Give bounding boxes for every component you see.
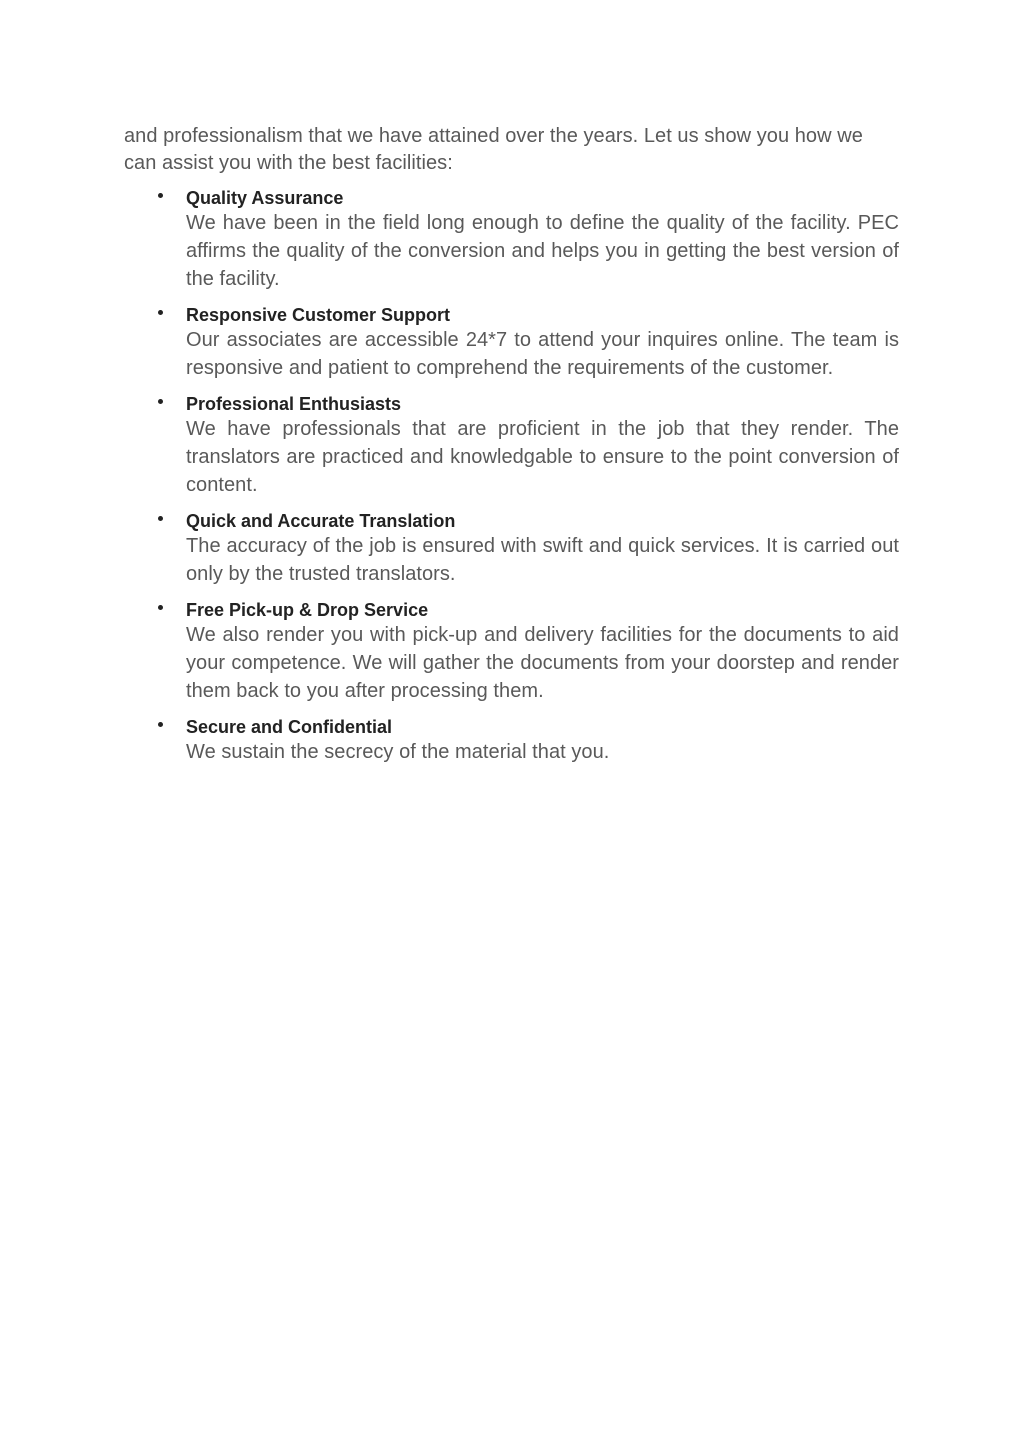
feature-item-secure-confidential [124,716,899,766]
feature-description: The accuracy of the job is ensured with swift and quick services. It is carried out only by the trusted translators. [186,535,899,585]
feature-description: We have been in the field long enough to define the quality of the facility. PEC affirms the quality of the conversion and helps you in getting the best version of the facility. [186,212,899,290]
feature-description: We also render you with pick-up and delivery facilities for the documents to aid your competence. We will gather the documents from your doorstep and render them back to you after processing them. [186,624,899,702]
bullet-icon [158,605,163,610]
bullet-icon [158,399,163,404]
feature-title: Professional Enthusiasts [186,394,402,414]
bullet-icon [158,722,163,727]
feature-description: We have professionals that are proficient in the job that they render. The translators are practiced and knowledgable to ensure to the point conversion of content. [186,418,899,496]
feature-title: Quick and Accurate Translation [186,511,456,531]
feature-item-quick-translation [124,510,899,588]
bullet-icon [158,310,163,315]
feature-item-pickup-drop [124,599,899,705]
feature-description: We sustain the secrecy of the material that you. [186,741,610,763]
feature-item-customer-support [124,304,899,382]
feature-description: Our associates are accessible 24*7 to attend your inquires online. The team is responsive and patient to comprehend the requirements of the customer. [186,329,899,379]
bullet-icon [158,516,163,521]
feature-title: Quality Assurance [186,188,344,208]
bullet-icon [158,193,163,198]
feature-item-quality-assurance [124,187,899,293]
page-content [124,123,899,779]
feature-title: Secure and Confidential [186,717,393,737]
feature-title: Responsive Customer Support [186,305,451,325]
intro-paragraph: and professionalism that we have attained over the years. Let us show you how we can assist you with the best facilities: [124,125,863,174]
feature-title: Free Pick-up & Drop Service [186,600,429,620]
feature-item-professional-enthusiasts [124,393,899,499]
feature-list [124,187,899,766]
